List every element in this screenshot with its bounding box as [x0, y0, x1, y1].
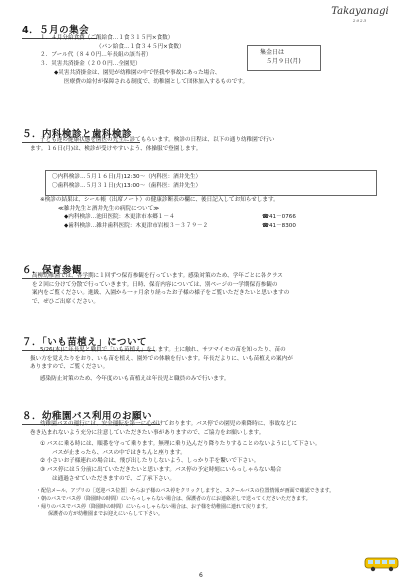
note-text: ◆災害共済掛金は、園児が幼稚園の中で怪我や事故にあった場合、: [54, 69, 221, 76]
note-text: 保護者の方が幼稚園までお迎えにいらして下さい。: [48, 511, 164, 518]
list-item: ２．ブール代（８４０円…年長組の該当者）: [40, 52, 152, 59]
section-heading: ８．幼稚園バス利用のお願い: [22, 411, 160, 425]
rule-item: は通過させていただきますので、ご了承下さい。: [52, 475, 175, 482]
rule-item: バスが止まったら、バスの中ではきちんと座ります。: [52, 449, 186, 456]
doctor-row: [40, 213, 410, 222]
collection-date-box: [247, 45, 321, 71]
paragraph-line: 案内をご覧ください。進級、入園から一ヶ月余り経ったお子様の様子をご覧いただきたいと思いますの: [32, 290, 290, 297]
schedule-item: 〇歯科検診…５月３１日(火)13:00～（歯科医：酒井先生）: [52, 182, 202, 189]
paragraph-line: で、ぜひご出席ください。: [32, 299, 100, 306]
result-note: ※検診の結果は、シール帳（出席ノート）の健康診断表の欄に、後日記入してお知らせします。: [40, 197, 279, 203]
rule-item: ③ バス停には５分前に出ていただきたいと思います。バス停の予定時刻にいらっしゃらない場合: [40, 467, 282, 474]
observation-body: [32, 272, 402, 307]
note-text: 医療費の給付が保障される制度で、幼稚園として団体加入するものです。: [64, 78, 249, 85]
list-item: ３．災害共済掛金（２００円…全園児）: [40, 61, 141, 68]
doctor-name: ◆内科検診…池田医院：木更津市本郷１－４: [64, 214, 175, 221]
paragraph-line: ありますので、ご覧ください。: [30, 364, 109, 371]
note-text: ・配信メール、アプリの［送迎バス位置］からお子様のバス停をクリックしますと、スクールバスの位置情報が画面で確認できます。: [36, 488, 335, 494]
paragraph-line: 幼稚園バスの運行には、安全運転を第一に心がけております。バス停での園児の乗降時に、事故などに: [40, 421, 297, 427]
section-heading: ６．保育参観: [22, 265, 90, 279]
paragraph-line: を２回に分けて分散で行っていきます。日時、保育内容については、別ページの一学期保育参観の: [32, 281, 278, 288]
section-heading: ７．「いも苗植え」について: [22, 337, 155, 351]
list-item: （パン給食…１食３４５円×食数）: [96, 43, 185, 50]
doctor-row: [40, 222, 410, 231]
collection-date-label: 集金日は: [260, 49, 285, 56]
rule-item: ② 小さいお子様連れの場合は、飛び出したりしないよう、しっかり手を繋いで下さい。: [40, 458, 260, 465]
section-heading: 4．５月の集会: [22, 25, 97, 39]
rule-item: ① バスに乗る時には、順番を守って乗ります。無理に乗り込んだり降りたりすることのないようにして下さい。: [40, 441, 321, 447]
bus-notes: [36, 488, 406, 519]
checkup-schedule-box: [45, 170, 377, 196]
paragraph-line: 5/26(木)に年長児と職員で「いも苗植え」をします。土に触れ、サツマイモの苗を知ったり、苗の: [40, 347, 286, 353]
section-heading: ５．内科検診と歯科検診: [22, 129, 140, 143]
paragraph-line: 高柳幼稚園では、各学期に１回ずつ保育参観を行っています。感染対策のため、学年ごとに各クラス: [32, 273, 283, 279]
checkup-intro: [30, 136, 410, 153]
paragraph-line: 扱い方を覚えたりをおり、いも苗を植え、園外での体験を行います。年長だよりに、いも苗植えの案内が: [30, 355, 293, 362]
doctors-title: ≪雑井先生と酒井先生の病院について≫: [58, 205, 160, 212]
collection-date-value: ５月９日(月): [266, 58, 301, 65]
doctor-tel: ☎41－8300: [262, 223, 296, 230]
bus-intro: [30, 420, 410, 437]
paragraph-line: 子ども達の健康状態を園医の先生に診てもらいます。検診の日程は、以下の通り幼稚園で行い: [40, 137, 275, 143]
doctor-tel: ☎41－0766: [262, 214, 296, 221]
brand-logo-text: Takayanagi: [331, 6, 389, 17]
paragraph-line: 巻き込まれないよう充分に注意していただきたい事がありますので、ご協力をお願いします。: [30, 429, 265, 436]
note-text: ・朝のバスでバス停（降園時の時間）にいらっしゃらない場合は、保護者の方にお連絡差しで送ってくださいただきます。: [36, 495, 311, 502]
school-bus-icon: [364, 556, 400, 572]
collection-items: [40, 34, 410, 86]
bus-rules: [40, 440, 410, 484]
paragraph-line: ます。１６日(月)は、検診が受けやすいよう、体操服で登園します。: [30, 145, 202, 152]
checkup-notes: [40, 196, 410, 231]
doctor-name: ◆歯科検診…雑井歯科医院：木更津市岩根３－３７９－２: [64, 223, 209, 230]
list-item: １．４月分給食費（ご飯給食…１食３１５円×食数）: [40, 35, 174, 41]
potato-body: [30, 346, 410, 384]
schedule-item: 〇内科検診…５月１６日(月)12:30～（内科医：酒井先生）: [52, 174, 202, 180]
page-number: 6: [199, 572, 203, 579]
note-text: ・帰りのバスでバス停（降園時の時間）にいらっしゃらない場合は、お子様を幼稚園に連れて戻ります。: [36, 503, 271, 510]
brand-logo-sub: 2023: [352, 18, 368, 23]
paragraph-line: 感染防止対策のため、今年度のいも苗植えは年長児と職員のみで行います。: [40, 376, 230, 383]
